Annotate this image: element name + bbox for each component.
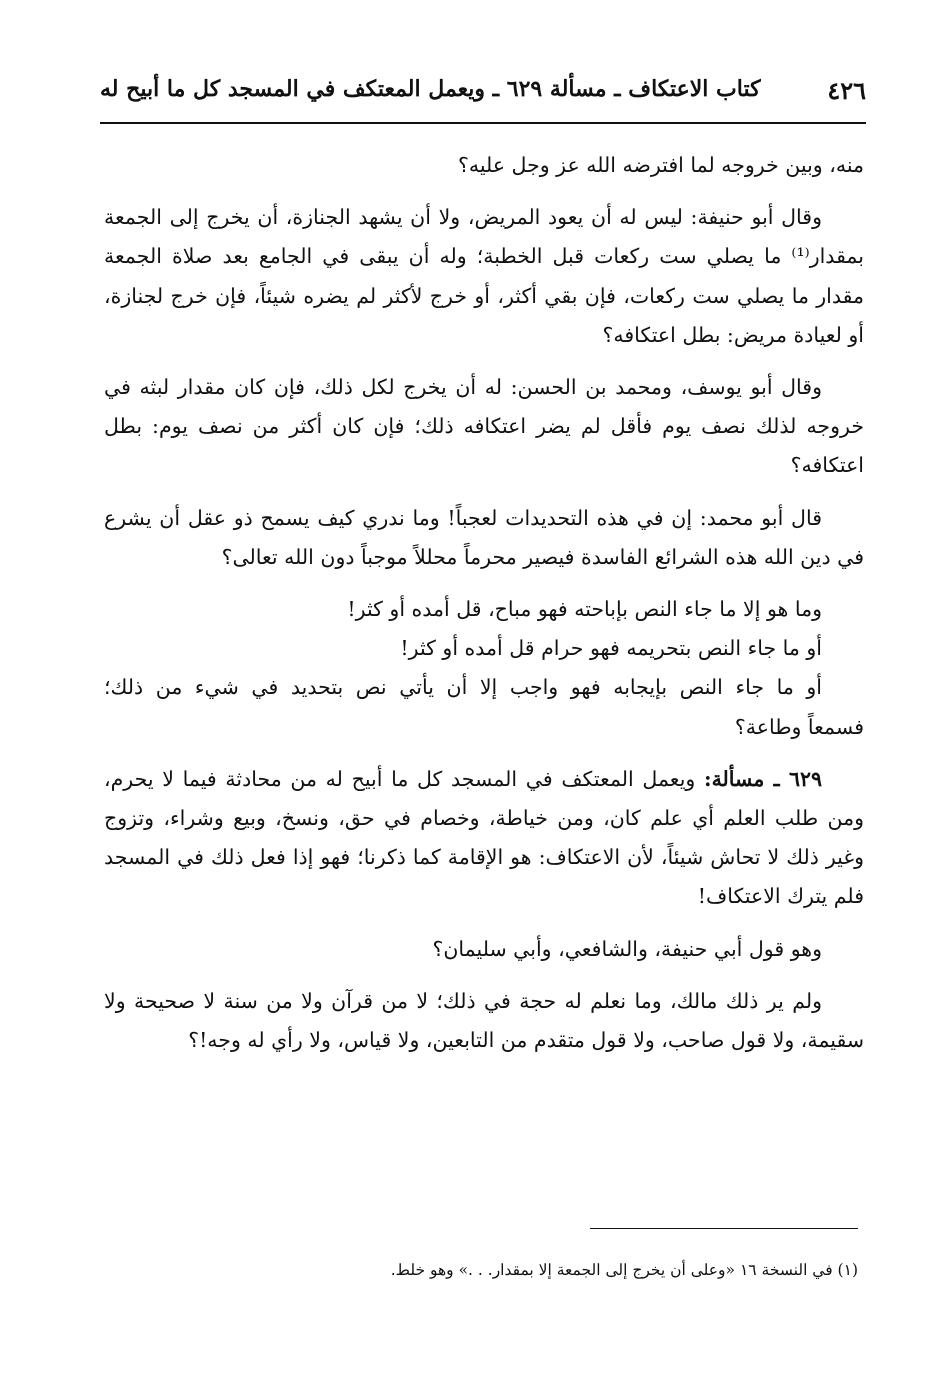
page-body: [104, 146, 864, 1073]
issue-number: ٦٢٩ ـ مسألة:: [704, 766, 822, 791]
list-line-3: أو ما جاء النص بإيجابه فهو واجب إلا أن يأتي نص بتحديد في شيء من ذلك؛: [104, 675, 822, 700]
page-number: ٤٢٦: [827, 76, 866, 105]
list-line-2: أو ما جاء النص بتحريمه فهو حرام قل أمده أو كثر!: [400, 636, 822, 661]
page-header: [100, 62, 866, 124]
list-line-1: وما هو إلا ما جاء النص بإباحته فهو مباح، قل أمده أو كثر!: [347, 597, 822, 622]
running-title: كتاب الاعتكاف ـ مسألة ٦٢٩ ـ ويعمل المعتكف في المسجد كل ما أبيح له: [100, 76, 761, 102]
paragraph-5-text: ويعمل المعتكف في المسجد كل ما أبيح له من محادثة فيما لا يحرم، ومن طلب العلم أي علم كان، ومن خياطة، وخصام في حق، ونسخ، وبيع وشراء، وتزوج وغير ذلك لا تحاش شيئاً، لأن الاعتكاف: هو الإقامة كما ذكرنا؛ فهو إذا فعل ذلك في المسجد فلم يترك الاعتكاف!: [104, 766, 864, 909]
paragraph-2: وقال أبو حنيفة: ليس له أن يعود المريض، ولا أن يشهد الجنازة، أن يخرج إلى الجمعة بمقدار⁽¹⁾ ما يصلي ست ركعات قبل الخطبة؛ وله أن يبقى في الجامع بعد صلاة الجمعة مقدار ما يصلي ست ركعات، فإن بقي أكثر، أو خرج لأكثر لم يضره شيئاً، فإن خرج لجنازة، أو لعيادة مريض: بطل اعتكافه؟: [104, 205, 864, 347]
paragraph-6: وهو قول أبي حنيفة، والشافعي، وأبي سليمان؟: [432, 936, 822, 961]
header-rule: [100, 122, 866, 124]
paragraph-4: قال أبو محمد: إن في هذه التحديدات لعجباً! وما ندري كيف يسمح ذو عقل أن يشرع في دين الله هذه الشرائع الفاسدة فيصير محرماً محللاً موجباً دون الله تعالى؟: [104, 505, 864, 569]
footnote-rule: [590, 1228, 858, 1229]
list-line-4: فسمعاً وطاعة؟: [734, 714, 864, 739]
footnote: (١) في النسخة ١٦ «وعلى أن يخرج إلى الجمعة إلا بمقدار. . .» وهو خلط.: [390, 1261, 858, 1279]
paragraph-3: وقال أبو يوسف، ومحمد بن الحسن: له أن يخرج لكل ذلك، فإن كان مقدار لبثه في خروجه لذلك نصف يوم فأقل لم يضر اعتكافه ذلك؛ فإن كان أكثر من نصف يوم: بطل اعتكافه؟: [104, 375, 864, 478]
paragraph-1: منه، وبين خروجه لما افترضه الله عز وجل عليه؟: [457, 153, 864, 177]
paragraph-5: [104, 760, 864, 917]
paragraph-7: ولم ير ذلك مالك، وما نعلم له حجة في ذلك؛ لا من قرآن ولا من سنة لا صحيحة ولا سقيمة، ولا قول صاحب، ولا قول متقدم من التابعين، ولا قياس، ولا رأي له وجه!؟: [104, 988, 864, 1053]
